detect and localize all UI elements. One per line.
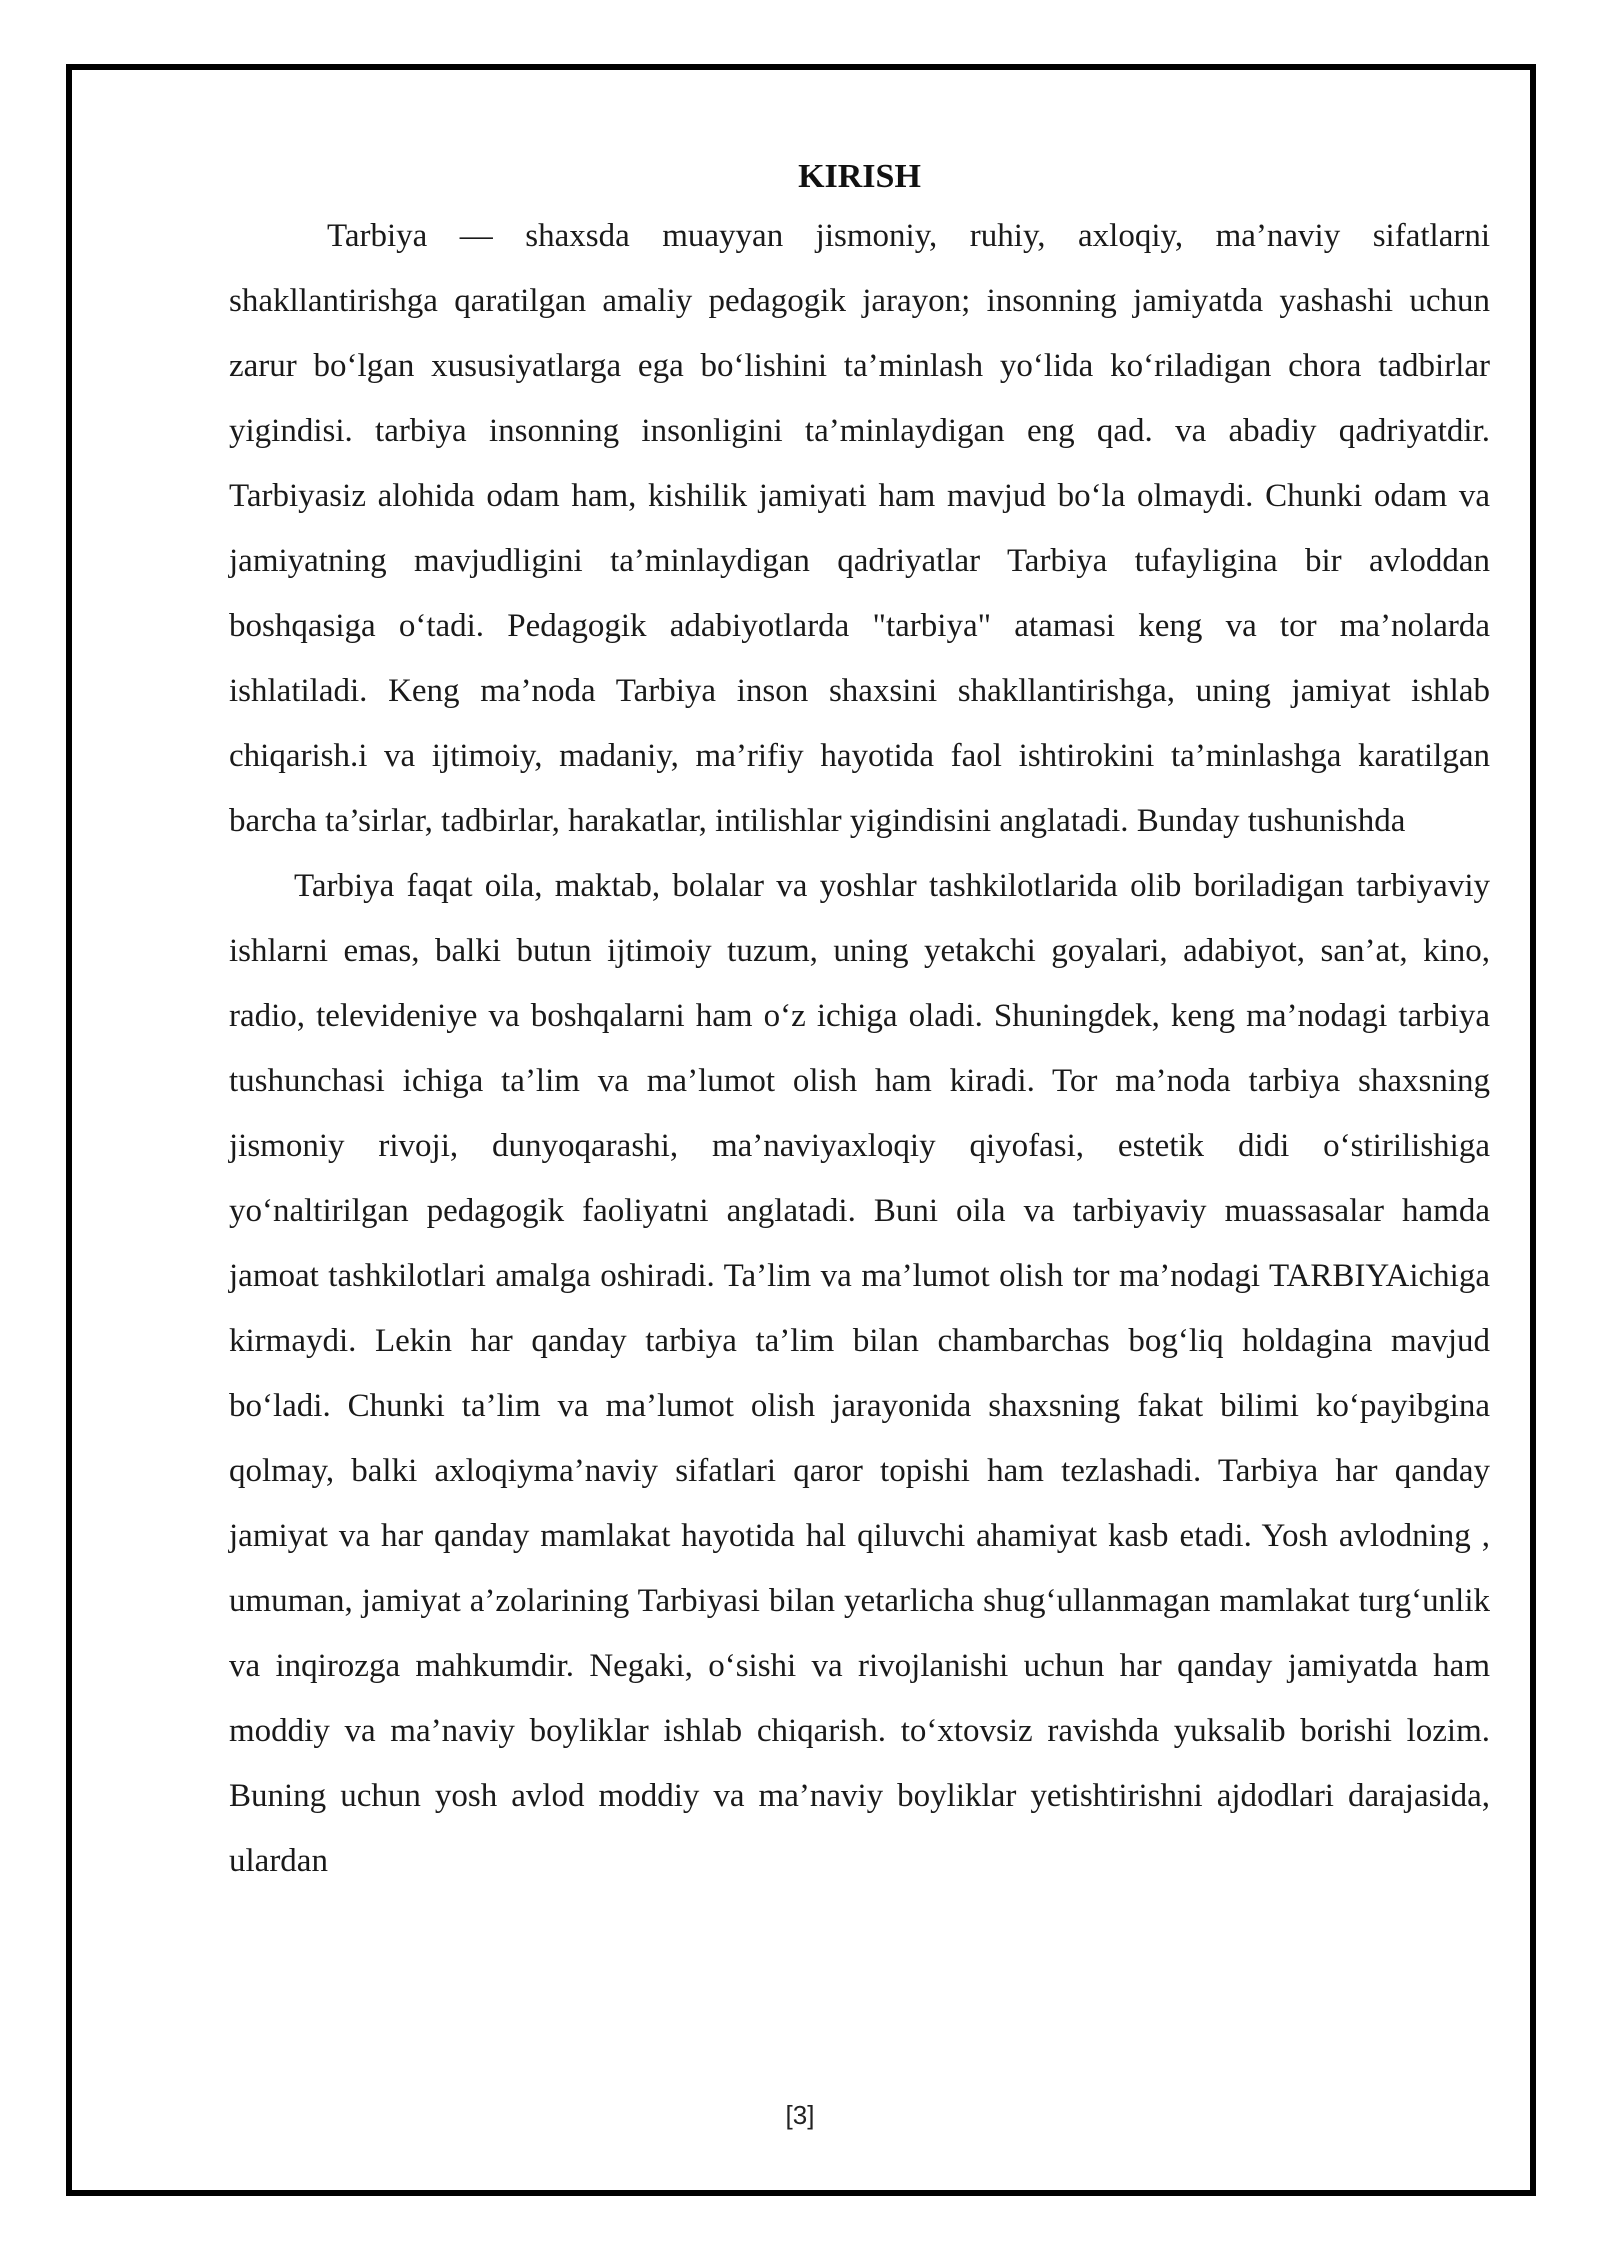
paragraph-1: Tarbiya — shaxsda muayyan jismoniy, ruhiy, axloqiy, ma’naviy sifatlarni shakllantirishga qaratilgan amaliy pedagogik jarayon; insonning jamiyatda yashashi uchun zarur bo‘lgan xususiyatlarga ega bo‘lishini ta’minlash yo‘lida ko‘riladigan chora tadbirlar yigindisi. tarbiya insonning insonligini ta’minlaydigan eng qad. va abadiy qadriyatdir. Tarbiyasiz alohida odam ham, kishilik jamiyati ham mavjud bo‘la olmaydi. Chunki odam va jamiyatning mavjudligini ta’minlaydigan qadriyatlar Tarbiya tufayligina bir avloddan boshqasiga o‘tadi. Pedagogik adabiyotlarda "tarbiya" atamasi keng va tor ma’nolarda ishlatiladi. Keng ma’noda Tarbiya inson shaxsini shakllantirishga, uning jamiyat ishlab chiqarish.i va ijtimoiy, madaniy, ma’rifiy hayotida faol ishtirokini ta’minlashga karatilgan barcha ta’sirlar, tadbirlar, harakatlar, intilishlar yigindisini anglatadi. Bunday tushunishda [229, 218, 1490, 839]
body-text [229, 204, 1490, 1894]
page-number: [3] [785, 2100, 815, 2130]
document-body [229, 150, 1490, 1894]
paragraph-2: Tarbiya faqat oila, maktab, bolalar va yoshlar tashkilotlarida olib boriladigan tarbiyaviy ishlarni emas, balki butun ijtimoiy tuzum, uning yetakchi goyalari, adabiyot, san’at, kino, radio, televideniye va boshqalarni ham o‘z ichiga oladi. Shuningdek, keng ma’nodagi tarbiya tushunchasi ichiga ta’lim va ma’lumot olish ham kiradi. Tor ma’noda tarbiya shaxsning jismoniy rivoji, dunyoqarashi, ma’naviyaxloqiy qiyofasi, estetik didi o‘stirilishiga yo‘naltirilgan pedagogik faoliyatni anglatadi. Buni oila va tarbiyaviy muassasalar hamda jamoat tashkilotlari amalga oshiradi. Ta’lim va ma’lumot olish tor ma’nodagi TARBIYAichiga kirmaydi. Lekin har qanday tarbiya ta’lim bilan chambarchas bog‘liq holdagina mavjud bo‘ladi. Chunki ta’lim va ma’lumot olish jarayonida shaxsning fakat bilimi ko‘payibgina qolmay, balki axloqiyma’naviy sifatlari qaror topishi ham tezlashadi. Tarbiya har qanday jamiyat va har qanday mamlakat hayotida hal qiluvchi ahamiyat kasb etadi. Yosh avlodning , umuman, jamiyat a’zolarining Tarbiyasi bilan yetarlicha shug‘ullanmagan mamlakat turg‘unlik va inqirozga mahkumdir. Negaki, o‘sishi va rivojlanishi uchun har qanday jamiyatda ham moddiy va ma’naviy boyliklar ishlab chiqarish. to‘xtovsiz ravishda yuksalib borishi lozim. Buning uchun yosh avlod moddiy va ma’naviy boyliklar yetishtirishni ajdodlari darajasida, ulardan [229, 868, 1490, 1879]
page-title: KIRISH [798, 158, 921, 195]
